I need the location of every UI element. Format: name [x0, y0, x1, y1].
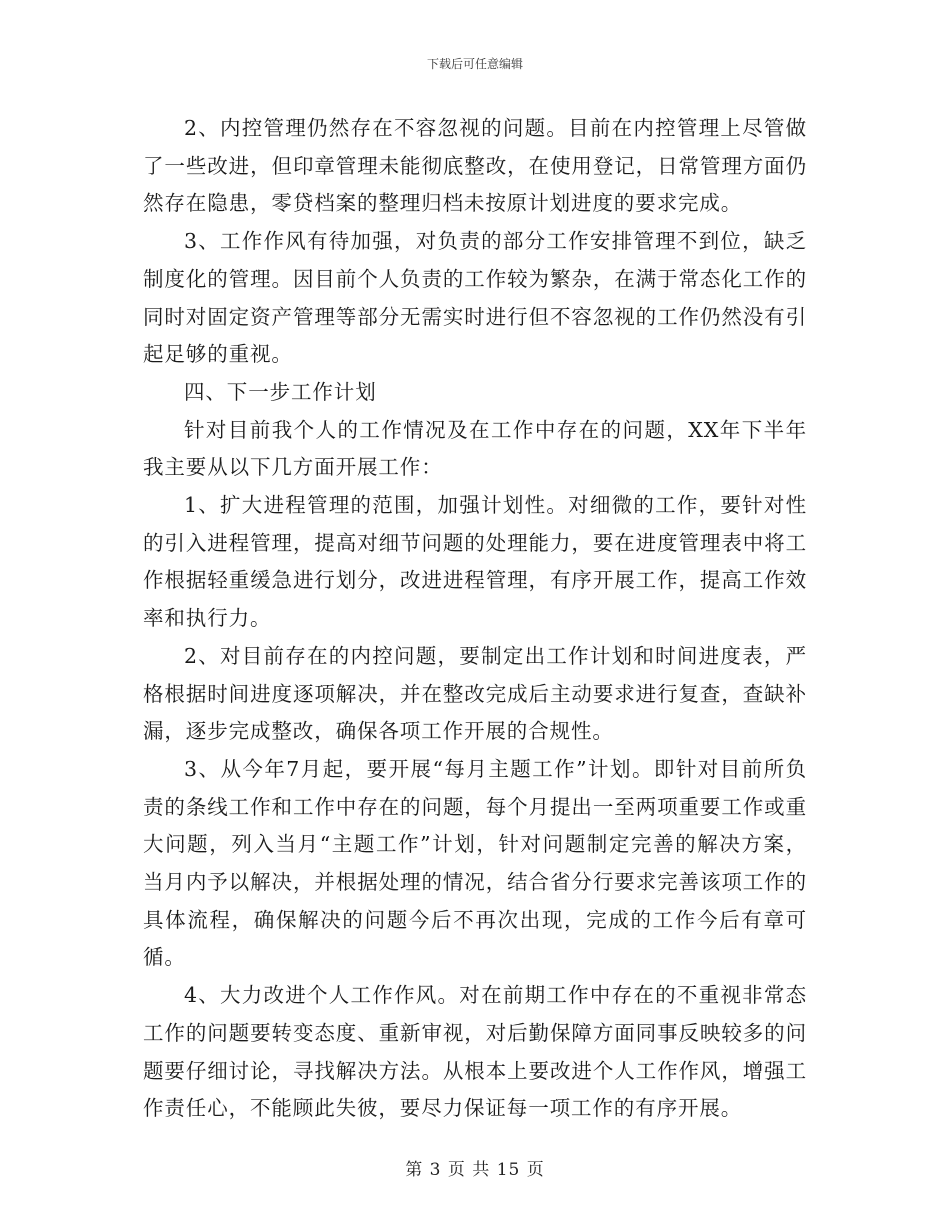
paragraph-plan-item-1: 1、扩大进程管理的范围，加强计划性。对细微的工作，要针对性的引入进程管理，提高对细节问题的处理能力，要在进度管理表中将工作根据轻重缓急进行划分，改进进程管理，有序开展工作，提高工作效率和执行力。 [143, 493, 807, 631]
paragraph-plan-item-2: 2、对目前存在的内控问题，要制定出工作计划和时间进度表，严格根据时间进度逐项解决，并在整改完成后主动要求进行复查，查缺补漏，逐步完成整改，确保各项工作开展的合规性。 [143, 643, 807, 744]
document-body [143, 110, 807, 1128]
section-heading-next-plan: 四、下一步工作计划 [184, 379, 377, 404]
paragraph-plan-intro: 针对目前我个人的工作情况及在工作中存在的问题，XX年下半年我主要从以下几方面开展工作： [143, 417, 807, 480]
page-number-footer: 第 3 页 共 15 页 [405, 1160, 545, 1180]
page-header: 下载后可任意编辑 [426, 57, 523, 71]
paragraph-work-style-issue: 3、工作作风有待加强，对负责的部分工作安排管理不到位，缺乏制度化的管理。因目前个人负责的工作较为繁杂，在满于常态化工作的同时对固定资产管理等部分无需实时进行但不容忽视的工作仍然没有引起足够的重视。 [143, 229, 807, 367]
paragraph-plan-item-4: 4、大力改进个人工作作风。对在前期工作中存在的不重视非常态工作的问题要转变态度、重新审视，对后勤保障方面同事反映较多的问题要仔细讨论，寻找解决方法。从根本上要改进个人工作作风，增强工作责任心，不能顾此失彼，要尽力保证每一项工作的有序开展。 [143, 983, 807, 1121]
paragraph-plan-item-3: 3、从今年7月起，要开展“每月主题工作”计划。即针对目前所负责的条线工作和工作中存在的问题，每个月提出一至两项重要工作或重大问题，列入当月“主题工作”计划，针对问题制定完善的解决方案，当月内予以解决，并根据处理的情况，结合省分行要求完善该项工作的具体流程，确保解决的问题今后不再次出现，完成的工作今后有章可循。 [143, 756, 807, 970]
paragraph-internal-control-issue: 2、内控管理仍然存在不容忽视的问题。目前在内控管理上尽管做了一些改进，但印章管理未能彻底整改，在使用登记，日常管理方面仍然存在隐患，零贷档案的整理归档未按原计划进度的要求完成。 [143, 116, 807, 216]
